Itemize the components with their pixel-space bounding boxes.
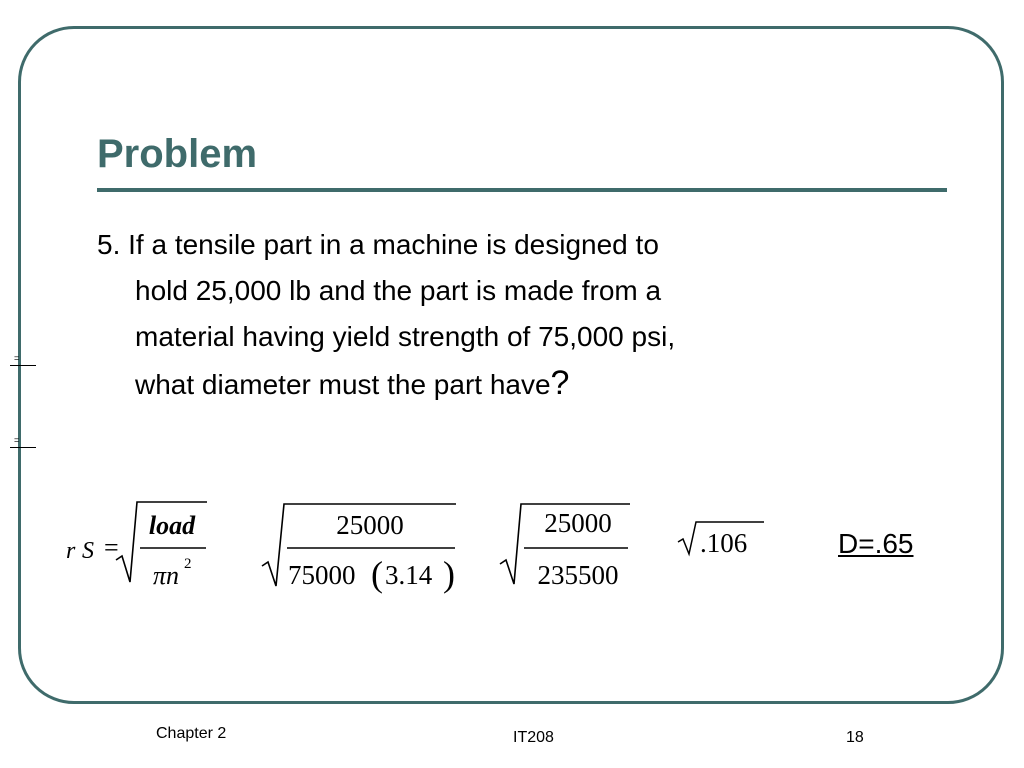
question-mark: ? xyxy=(550,364,570,402)
eq2-denominator-a: 75000 xyxy=(288,560,356,590)
footer-course: IT208 xyxy=(513,729,554,746)
footer-page-number: 18 xyxy=(846,729,864,746)
answer-text: D=.65 xyxy=(838,528,914,559)
eq1-denominator: πn xyxy=(152,561,180,590)
equation-3 xyxy=(500,504,630,590)
eq2-open-paren: ( xyxy=(371,554,383,594)
eq1-s: S xyxy=(82,538,94,564)
problem-line-4-text: what diameter must the part have xyxy=(135,369,551,400)
equation-4 xyxy=(678,522,764,558)
problem-line-2: hold 25,000 lb and the part is made from a xyxy=(135,275,662,306)
problem-line-4 xyxy=(97,360,897,408)
problem-line-3: material having yield strength of 75,000 psi, xyxy=(135,321,676,352)
problem-line-1: 5. If a tensile part in a machine is designed to xyxy=(97,229,659,260)
eq2-denominator-b: 3.14 xyxy=(385,560,433,590)
eq2-close-paren: ) xyxy=(443,554,455,594)
problem-statement xyxy=(97,222,897,408)
title-divider xyxy=(97,188,947,192)
side-mark-2: = xyxy=(10,436,36,448)
equation-1 xyxy=(66,502,207,590)
equation-2 xyxy=(262,504,456,594)
side-mark-1: = xyxy=(10,354,36,366)
eq3-denominator: 235500 xyxy=(537,560,619,590)
eq3-numerator: 25000 xyxy=(544,508,612,538)
eq1-equals: = xyxy=(104,533,119,562)
footer-chapter: Chapter 2 xyxy=(156,725,227,742)
eq4-value: .106 xyxy=(700,528,748,558)
eq1-exponent: 2 xyxy=(184,556,192,572)
slide-title: Problem xyxy=(97,132,258,176)
eq2-numerator: 25000 xyxy=(336,510,404,540)
eq1-numerator: load xyxy=(148,511,196,540)
eq1-r: r xyxy=(66,538,76,564)
